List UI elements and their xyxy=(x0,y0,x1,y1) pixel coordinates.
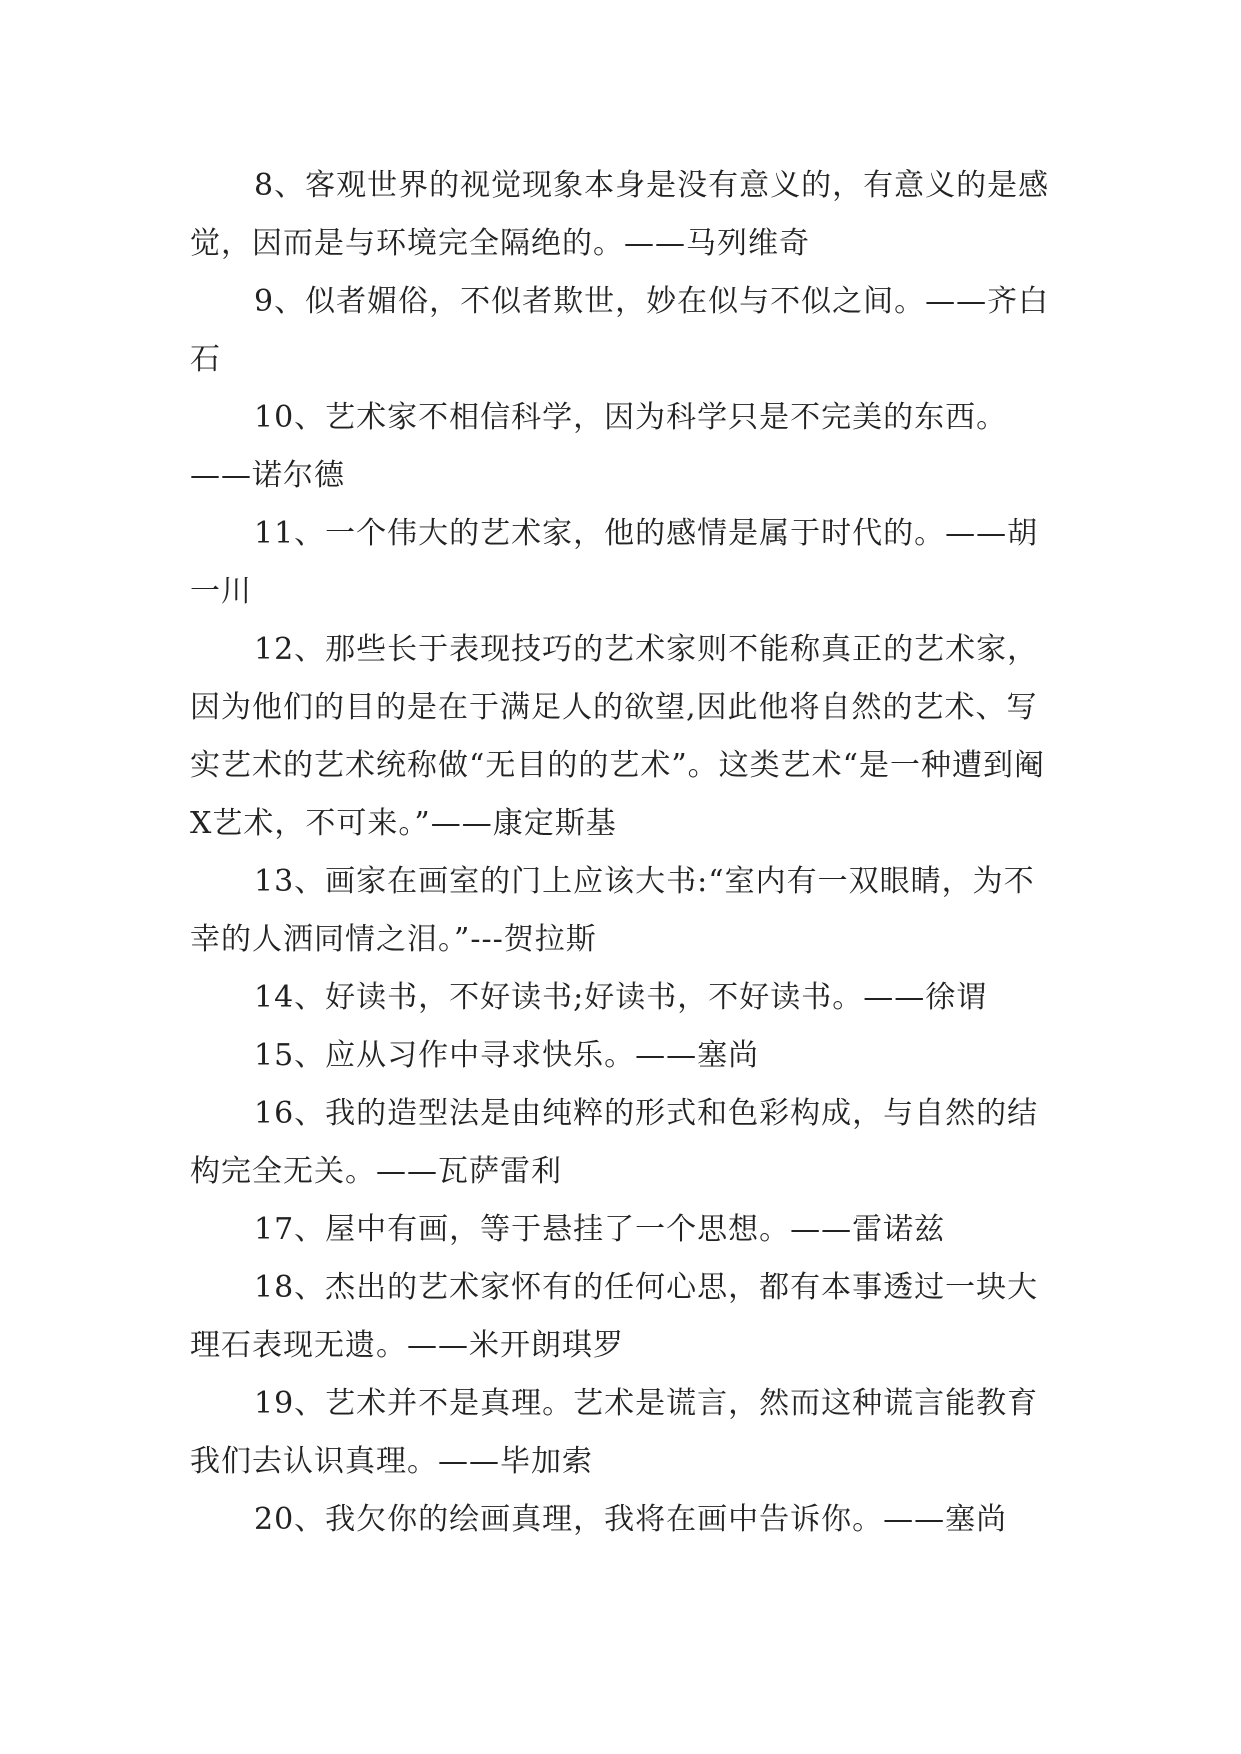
quote-20: 20、我欠你的绘画真理，我将在画中告诉你。——塞尚 xyxy=(254,1502,1008,1537)
quote-17: 17、屋中有画，等于悬挂了一个思想。——雷诺兹 xyxy=(254,1212,946,1247)
quote-11: 11、一个伟大的艺术家，他的感情是属于时代的。——胡一川 xyxy=(190,516,1039,609)
quote-13: 13、画家在画室的门上应该大书:“室内有一双眼睛，为不幸的人洒同情之泪。”---贺拉斯 xyxy=(190,864,1035,957)
quote-19: 19、艺术并不是真理。艺术是谎言，然而这种谎言能教育我们去认识真理。——毕加索 xyxy=(190,1386,1039,1479)
quote-15: 15、应从习作中寻求快乐。——塞尚 xyxy=(254,1038,760,1073)
quote-10: 10、艺术家不相信科学，因为科学只是不完美的东西。——诺尔德 xyxy=(190,400,1008,493)
quote-14: 14、好读书，不好读书;好读书，不好读书。——徐谓 xyxy=(254,980,988,1015)
quote-9: 9、似者媚俗，不似者欺世，妙在似与不似之间。——齐白石 xyxy=(190,284,1050,377)
quote-8: 8、客观世界的视觉现象本身是没有意义的，有意义的是感觉，因而是与环境完全隔绝的。——马列维奇 xyxy=(190,168,1050,261)
quote-18: 18、杰出的艺术家怀有的任何心思，都有本事透过一块大理石表现无遗。——米开朗琪罗 xyxy=(190,1270,1039,1363)
quote-list xyxy=(190,157,1060,1549)
quote-16: 16、我的造型法是由纯粹的形式和色彩构成，与自然的结构完全无关。——瓦萨雷利 xyxy=(190,1096,1039,1189)
quote-12: 12、那些长于表现技巧的艺术家则不能称真正的艺术家，因为他们的目的是在于满足人的欲望,因此他将自然的艺术、写实艺术的艺术统称做“无目的的艺术”。这类艺术“是一种遭到阉X艺术，不可来。”——康定斯基 xyxy=(190,632,1046,841)
